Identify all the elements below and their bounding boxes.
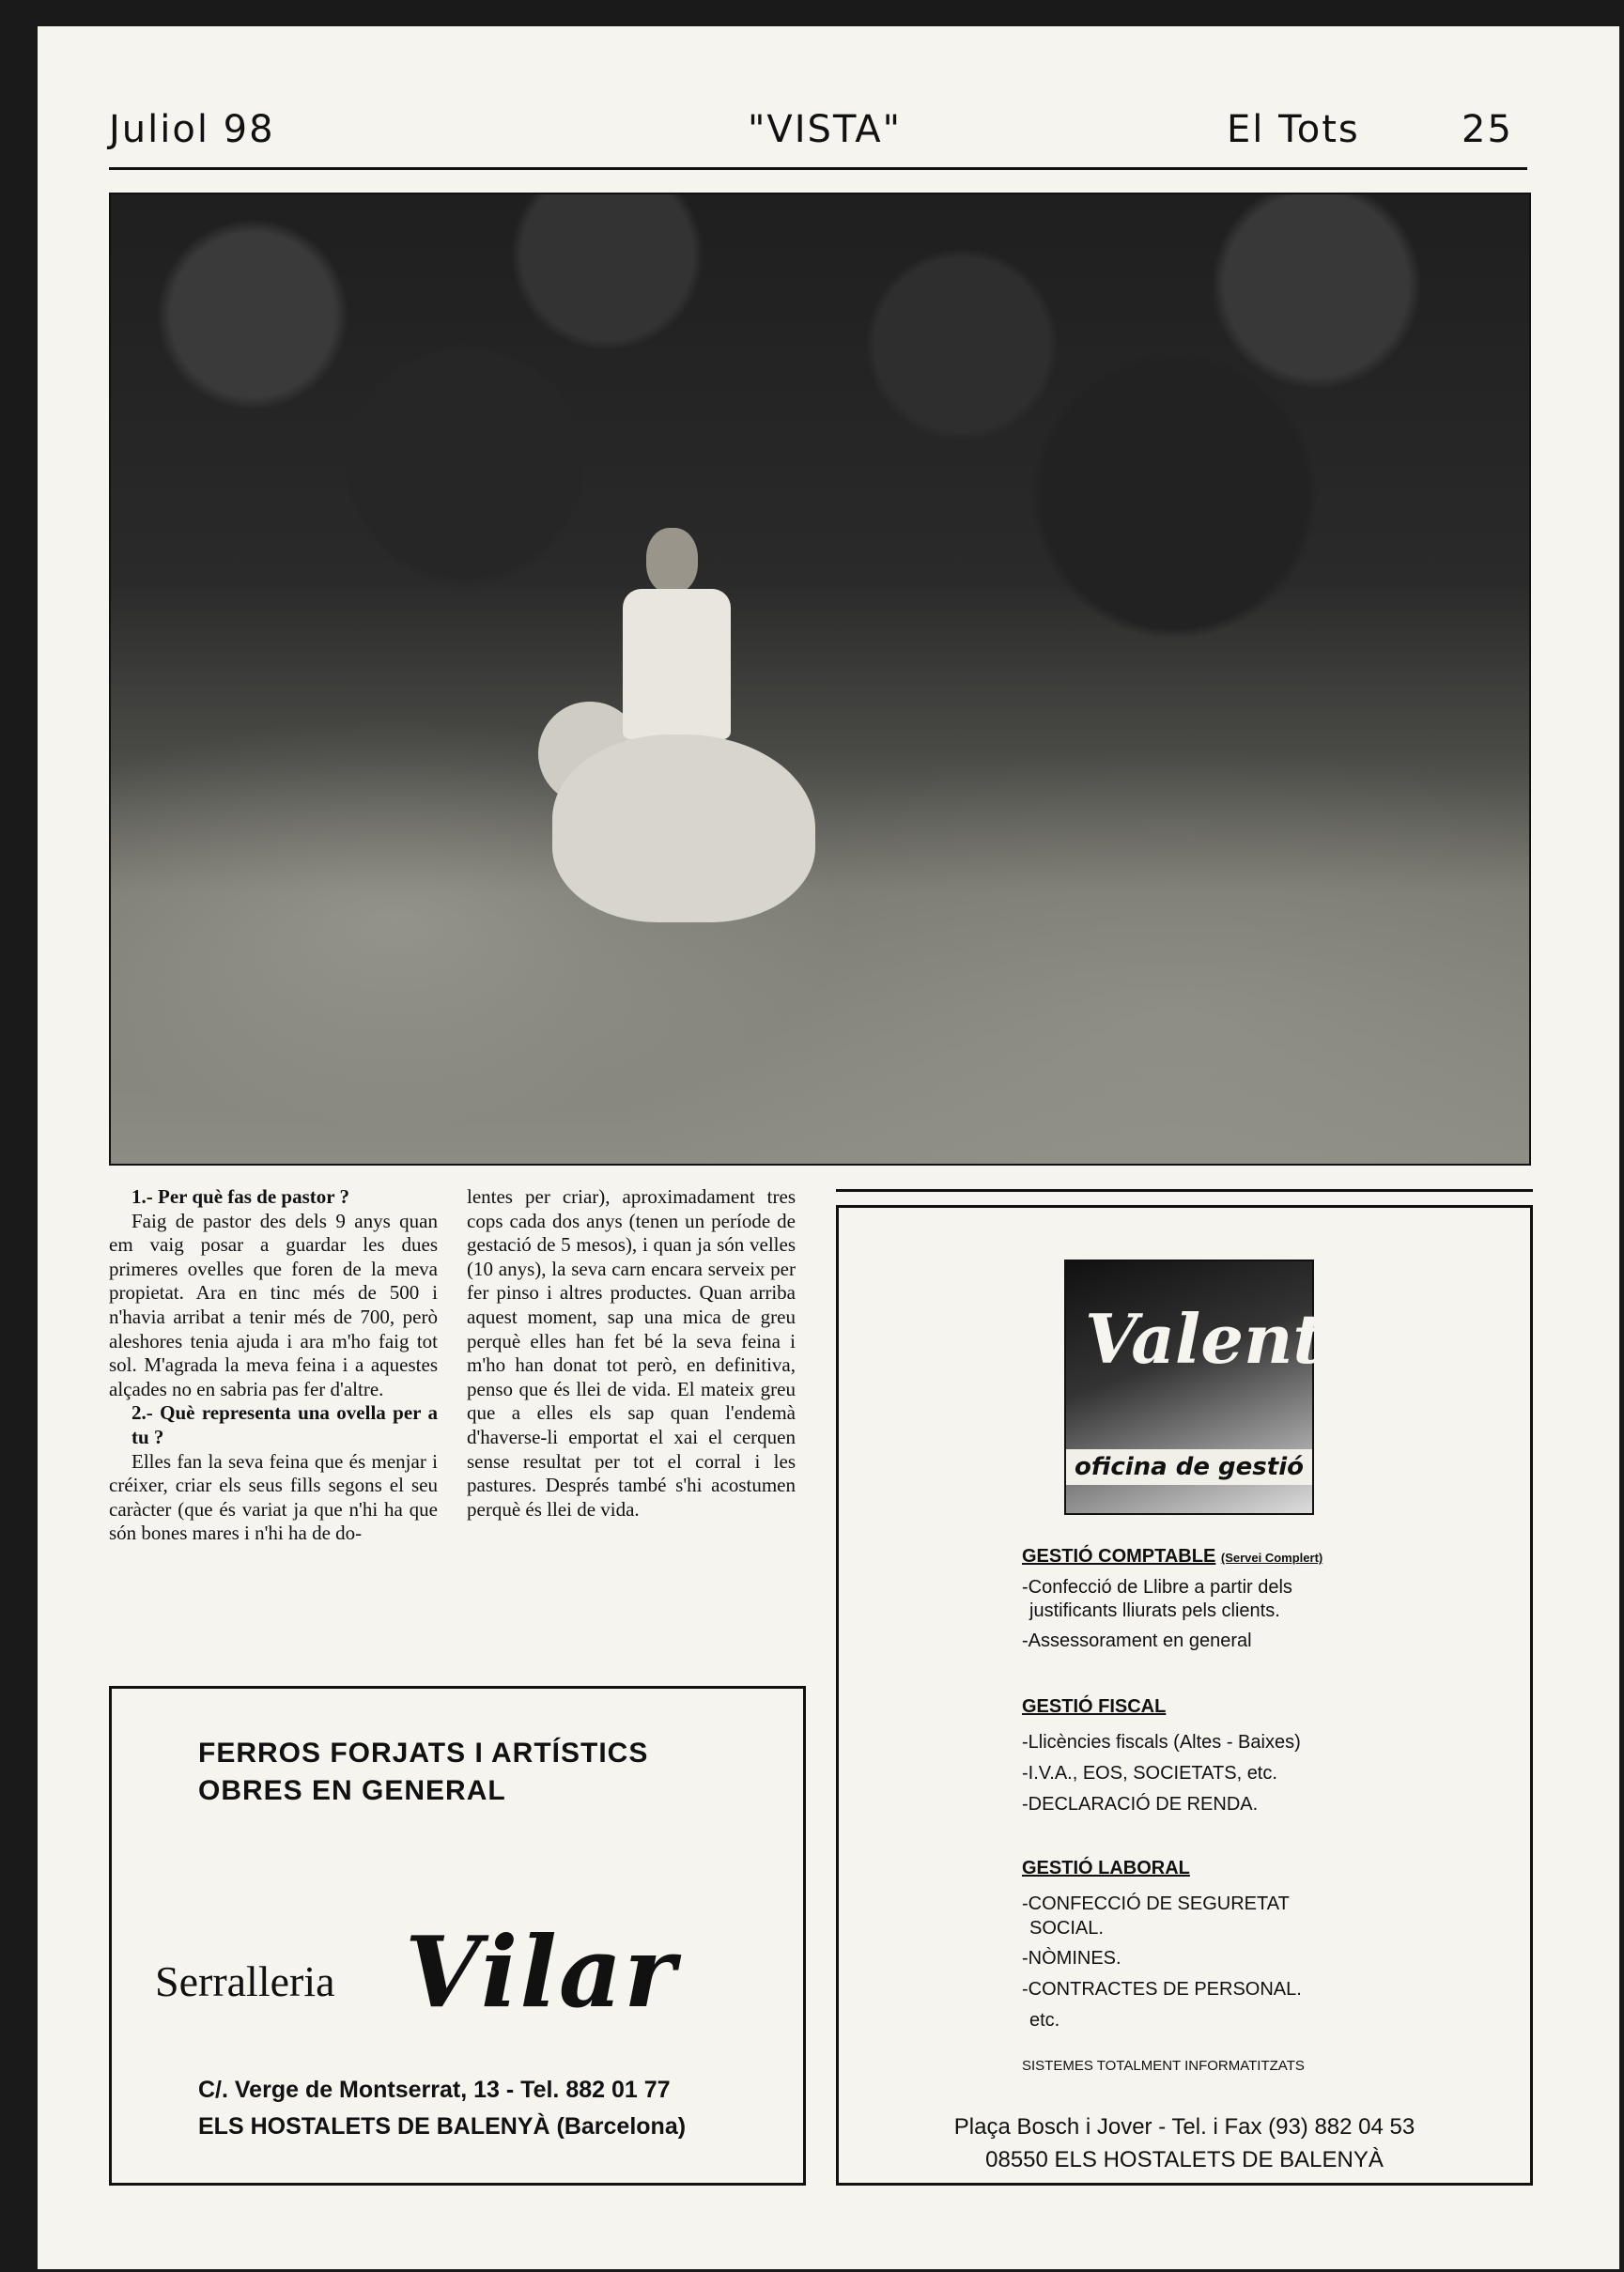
article-column-1 (109, 1185, 438, 1546)
section-title: "VISTA" (748, 108, 903, 151)
comptable-item-3: -Assessorament en general (1022, 1631, 1252, 1651)
valenti-logo (1064, 1260, 1351, 1515)
laboral-item-2: SOCIAL. (1029, 1918, 1104, 1939)
laboral-item-3: -NÒMINES. (1022, 1948, 1121, 1969)
systems-note: SISTEMES TOTALMENT INFORMATITZATS (1022, 2058, 1305, 2074)
valenti-town: 08550 ELS HOSTALETS DE BALENYÀ (985, 2147, 1384, 2172)
valenti-logo-subtitle: oficina de gestió (1066, 1449, 1312, 1485)
comptable-item-1: -Confecció de Llibre a partir dels (1022, 1577, 1292, 1598)
answer-2-continued: lentes per criar), aproximadament tres cops cada dos anys (tenen un període de gestació de 5 mesos), i quan ja són velles (10 anys), la seva carn encara serveix per fer pinso i altres productes. Quan arriba aquest moment, sap una mica de greu perquè elles han fet bé la seva feina i m'ho han donat tot però, en definitiva, penso que és llei de vida. El mateix greu que a elles els sap quan l'endemà d'haverse-li emportat el xai el cerquen sense resultat per tot el corral i les pastures. Després també s'hi acostumen perquè és llei de vida. (467, 1185, 796, 1521)
photo-shepherd-head (646, 528, 698, 594)
valenti-address: Plaça Bosch i Jover - Tel. i Fax (93) 882 04 53 (953, 2114, 1415, 2140)
laboral-item-5: etc. (1029, 2010, 1060, 2031)
header-rule (109, 167, 1527, 170)
ad-serralleria-vilar (109, 1686, 806, 2186)
article-column-2 (467, 1185, 796, 1522)
fiscal-item-2: -I.V.A., EOS, SOCIETATS, etc. (1022, 1763, 1277, 1784)
ad-vilar-logo: Vilar (405, 1914, 678, 2030)
laboral-item-4: -CONTRACTES DE PERSONAL. (1022, 1979, 1302, 2000)
comptable-item-2: justificants lliurats pels clients. (1029, 1600, 1280, 1621)
ad-vilar-town: ELS HOSTALETS DE BALENYÀ (Barcelona) (198, 2113, 687, 2140)
publication-name: El Tots (1227, 108, 1360, 151)
fiscal-item-1: -Llicències fiscals (Altes - Baixes) (1022, 1732, 1301, 1753)
question-1: 1.- Per què fas de pastor ? (131, 1185, 349, 1208)
section-comptable-heading: GESTIÓ COMPTABLE (Servei Complert) (1022, 1546, 1323, 1567)
answer-2-start: Elles fan la seva feina que és menjar i créixer, criar els seus fills segons el seu caràcter (que és variat ja que n'hi ha que són bones mares i n'hi ha de do- (109, 1449, 438, 1545)
section-laboral-heading: GESTIÓ LABORAL (1022, 1858, 1190, 1878)
ad-vilar-line1: FERROS FORJATS I ARTÍSTICS (198, 1738, 649, 1769)
valenti-logo-name: Valenti (1085, 1299, 1351, 1379)
laboral-item-1: -CONFECCIÓ DE SEGURETAT (1022, 1893, 1290, 1914)
shepherd-photo (109, 193, 1531, 1166)
page-header (109, 108, 1527, 164)
answer-1: Faig de pastor des dels 9 anys quan em vaig posar a guardar les dues primeres ovelles que foren de la meva propietat. Ara en tinc més de 500 i n'havia arribat a tenir més de 700, però aleshores tenia ajuda i ara m'ho faig tot sol. M'agrada la meva feina i a aquestes alçades no en sabria pas fer d'altre. (109, 1209, 438, 1400)
page-number: 25 (1462, 108, 1513, 151)
ad-vilar-address: C/. Verge de Montserrat, 13 - Tel. 882 01 77 (198, 2077, 671, 2103)
photo-trees (111, 194, 1529, 796)
section-fiscal-heading: GESTIÓ FISCAL (1022, 1696, 1167, 1717)
photo-shepherd-body (623, 589, 731, 739)
ad-vilar-serralleria: Serralleria (155, 1957, 335, 2005)
ad-valenti-top-rule (836, 1189, 1533, 1192)
photo-sheep (552, 734, 815, 922)
ad-vilar-line2: OBRES EN GENERAL (198, 1775, 506, 1806)
question-2: 2.- Què representa una ovella per a tu ? (131, 1401, 438, 1448)
fiscal-item-3: -DECLARACIÓ DE RENDA. (1022, 1794, 1259, 1815)
issue-date: Juliol 98 (109, 108, 275, 151)
ad-valenti-gestio (836, 1205, 1533, 2186)
